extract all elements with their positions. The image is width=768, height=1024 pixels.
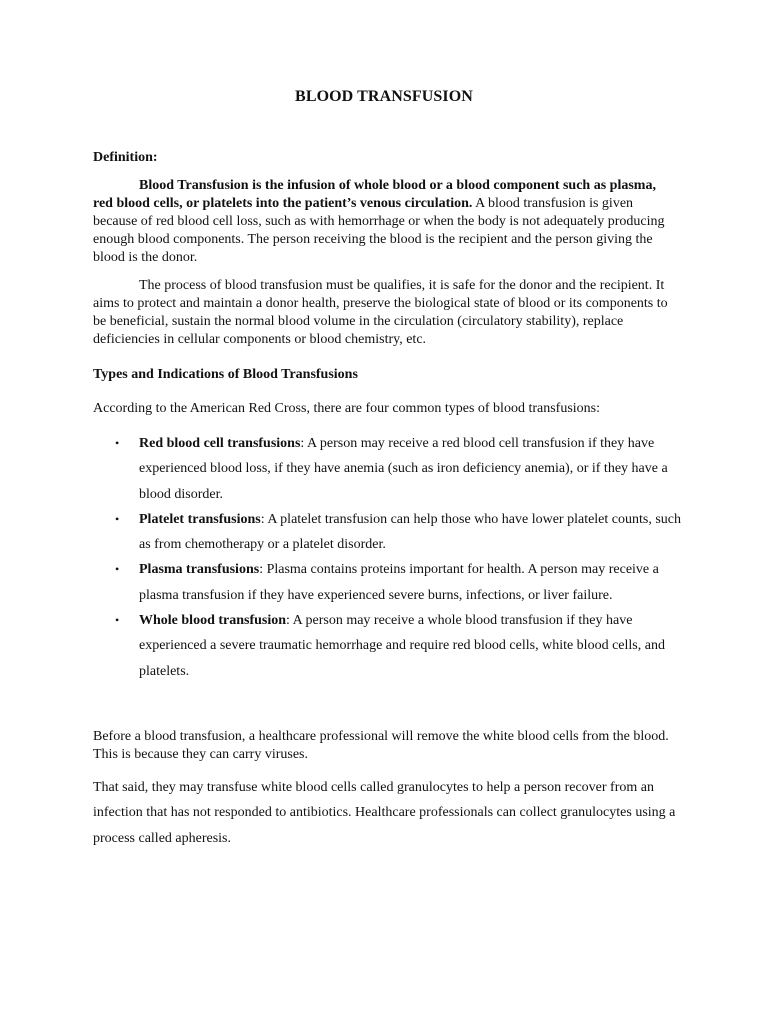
definition-bold-text: Blood Transfusion is the infusion of whole blood or a blood component such as plasma, red blood cells, or platelets into the patient’s venous circulation. (93, 178, 656, 211)
list-item-plasma (93, 557, 683, 608)
bullet-icon: • (115, 511, 120, 526)
types-heading: Types and Indications of Blood Transfusions (93, 367, 358, 382)
list-item-platelet (93, 507, 683, 558)
definition-paragraph (93, 177, 677, 267)
bullet-text: : A person may receive a whole blood transfusion if they have experienced a severe traumatic hemorrhage and require red blood cells, white blood cells, and platelets. (139, 613, 665, 679)
list-item-whole-blood (93, 608, 683, 684)
transfusion-types-list (93, 431, 683, 684)
bullet-icon: • (115, 613, 120, 628)
bullet-icon: • (115, 436, 120, 450)
process-paragraph: The process of blood transfusion must be qualifies, it is safe for the donor and the recipient. It aims to protect and maintain a donor health, preserve the biological state of blood or its components to be beneficial, sustain the normal blood volume in the circulation (circulatory stability), replace deficiencies in cellular components or blood chemistry, etc. (93, 278, 668, 347)
definition-rest-text: A blood transfusion is given because of red blood cell loss, such as with hemorrhage or when the body is not adequately producing enough blood components. The person receiving the blood is the recipient and the person giving the blood is the donor. (93, 196, 665, 265)
bullet-term: Plasma transfusions (139, 562, 260, 578)
types-intro: According to the American Red Cross, there are four common types of blood transfusions: (93, 401, 600, 416)
bullet-icon: • (115, 562, 120, 577)
bullet-text: : A platelet transfusion can help those who have lower platelet counts, such as from chemotherapy or a platelet disorder. (139, 511, 681, 553)
bullet-term: Platelet transfusions (139, 511, 261, 527)
document-title: BLOOD TRANSFUSION (295, 88, 473, 105)
granulocytes-paragraph: That said, they may transfuse white blood cells called granulocytes to help a person recover from an infection that has not responded to antibiotics. Healthcare professionals can collect granulocytes using a process called apheresis. (93, 780, 676, 846)
white-cells-paragraph: Before a blood transfusion, a healthcare professional will remove the white blood cells from the blood. This is because they can carry viruses. (93, 729, 669, 762)
list-item-red-blood-cell (93, 431, 683, 507)
bullet-term: Whole blood transfusion (139, 613, 287, 629)
definition-heading: Definition: (93, 150, 158, 165)
bullet-text: : A person may receive a red blood cell transfusion if they have experienced blood loss, if they have anemia (such as iron deficiency anemia), or if they have a blood disorder. (139, 436, 668, 502)
bullet-text: : Plasma contains proteins important for health. A person may receive a plasma transfusion if they have experienced severe burns, infections, or liver failure. (139, 562, 659, 603)
bullet-term: Red blood cell transfusions (139, 436, 301, 451)
